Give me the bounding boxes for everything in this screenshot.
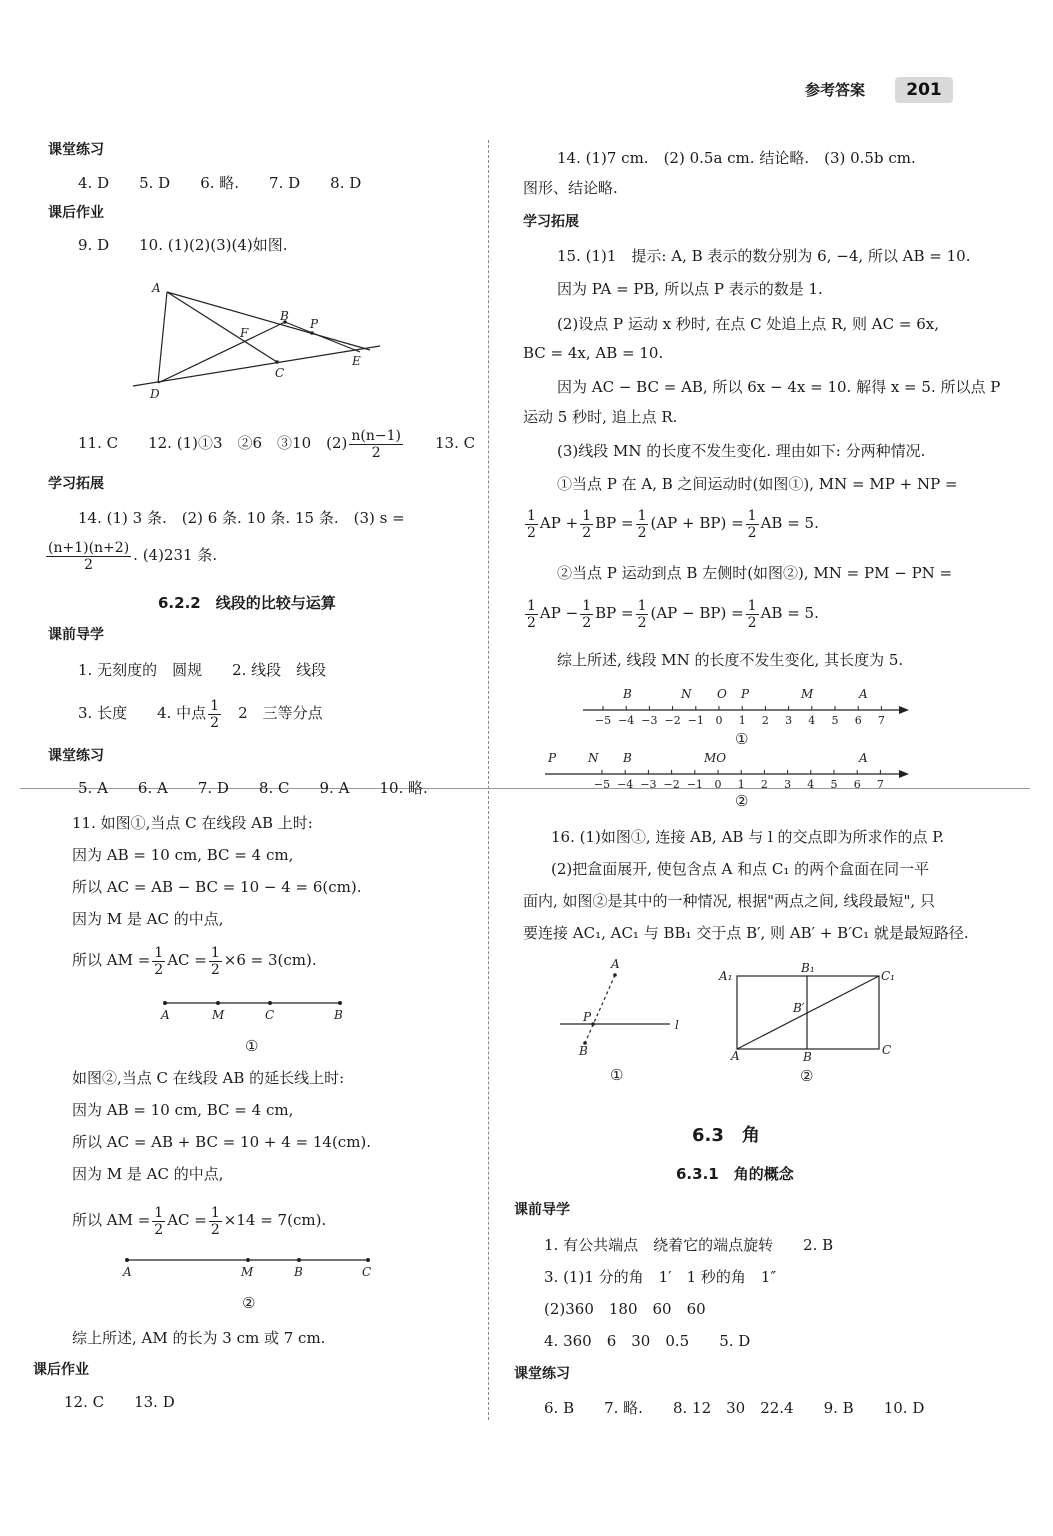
figure-number-line-2 bbox=[545, 752, 915, 810]
number-line-tick-label: 6 bbox=[853, 778, 861, 791]
figure-number-line-1 bbox=[583, 686, 913, 748]
point-label: C₁ bbox=[881, 969, 895, 983]
number-line-tick-label: 4 bbox=[808, 714, 816, 727]
solution-line: 所以 AC = AB + BC = 10 + 4 = 14(cm). bbox=[72, 1133, 372, 1151]
figure-caption: ② bbox=[735, 792, 749, 810]
answer-line: 4. 360 6 30 0.5 5. D bbox=[544, 1332, 751, 1350]
solution-line: 15. (1)1 提示: A, B 表示的数分别为 6, −4, 所以 AB = 10. bbox=[557, 247, 971, 265]
solution-line: BC = 4x, AB = 10. bbox=[523, 344, 664, 362]
heading-extension: 学习拓展 bbox=[48, 476, 104, 492]
number-line-tick-label: −2 bbox=[663, 778, 680, 791]
page-number: 201 bbox=[895, 77, 953, 103]
solution-line: 16. (1)如图①, 连接 AB, AB 与 l 的交点即为所求作的点 P. bbox=[551, 828, 945, 846]
heading-preview: 课前导学 bbox=[48, 627, 104, 643]
solution-line: 要连接 AC₁, AC₁ 与 BB₁ 交于点 B′, 则 AB′ + B′C₁ 就是最短路径. bbox=[523, 924, 969, 942]
solution-line: 因为 AC − BC = AB, 所以 6x − 4x = 10. 解得 x = 5. 所以点 P bbox=[557, 378, 1001, 396]
number-line-tick-label: −1 bbox=[687, 714, 704, 727]
solution-line: 因为 M 是 AC 的中点, bbox=[72, 910, 224, 928]
solution-line: 运动 5 秒时, 追上点 R. bbox=[523, 408, 678, 426]
solution-line: 如图②,当点 C 在线段 AB 的延长线上时: bbox=[72, 1069, 345, 1087]
point-label: A bbox=[123, 1265, 132, 1279]
point-label: N bbox=[588, 751, 599, 765]
number-line-tick-label: 6 bbox=[854, 714, 862, 727]
figure-caption: ① bbox=[245, 1037, 259, 1055]
point-label: A bbox=[731, 1049, 740, 1063]
point-label: O bbox=[717, 687, 727, 701]
answer-line: (2)360 180 60 60 bbox=[544, 1300, 706, 1318]
figure-caption: ① bbox=[735, 730, 749, 748]
solution-line: 因为 AB = 10 cm, BC = 4 cm, bbox=[72, 846, 294, 864]
point-label: MO bbox=[704, 751, 727, 765]
answer-line: 9. D 10. (1)(2)(3)(4)如图. bbox=[78, 236, 288, 254]
point-label: B bbox=[579, 1044, 588, 1058]
point-label: P bbox=[741, 687, 750, 701]
solution-line: 所以 AC = AB − BC = 10 − 4 = 6(cm). bbox=[72, 878, 362, 896]
number-line-tick-label: 3 bbox=[785, 714, 793, 727]
solution-line: ②当点 P 运动到点 B 左侧时(如图②), MN = PM − PN = bbox=[557, 564, 953, 582]
point-label: B′ bbox=[793, 1001, 805, 1015]
answer-line-14-cont: $\frac{(n+1)(n+2)}{2}$ . (4)231 条. bbox=[48, 539, 218, 573]
number-line-tick-label: −5 bbox=[593, 778, 611, 791]
heading-extension: 学习拓展 bbox=[523, 214, 579, 230]
heading-homework: 课后作业 bbox=[33, 1362, 89, 1378]
point-label: B bbox=[803, 1050, 812, 1064]
number-line-tick-label: −3 bbox=[641, 714, 658, 727]
solution-line-fraction: $\frac{1}{2}$ AP + $\frac{1}{2}$ BP = $\frac{1}{2}$ (AP + BP) = $\frac{1}{2}$ AB = 5. bbox=[527, 507, 819, 541]
heading-classroom-practice: 课堂练习 bbox=[48, 142, 104, 158]
answer-line-12: 11. C 12. (1)①3 ②6 ③10 (2) $\frac{n(n-1)}{2}$ 13. C bbox=[78, 427, 476, 461]
number-line-tick-label: 3 bbox=[784, 778, 792, 791]
point-label: M bbox=[801, 687, 814, 701]
point-label: D bbox=[150, 387, 160, 401]
point-label: A bbox=[859, 751, 868, 765]
solution-line: 所以 AM = $\frac{1}{2}$ AC = $\frac{1}{2}$ ×14 = 7(cm). bbox=[72, 1204, 327, 1238]
section-title: 6.3.1 角的概念 bbox=[676, 1165, 794, 1183]
number-line-tick-label: 0 bbox=[715, 714, 723, 727]
answer-line: 6. B 7. 略. 8. 12 30 22.4 9. B 10. D bbox=[544, 1399, 925, 1417]
line-label: l bbox=[675, 1018, 679, 1032]
point-label: E bbox=[352, 354, 361, 368]
figure-segment-2 bbox=[122, 1252, 382, 1312]
solution-line: (3)线段 MN 的长度不发生变化. 理由如下: 分两种情况. bbox=[557, 442, 926, 460]
solution-line: (2)把盒面展开, 使包含点 A 和点 C₁ 的两个盒面在同一平 bbox=[551, 860, 930, 878]
number-line-tick-label: −2 bbox=[664, 714, 681, 727]
number-line-tick-label: 0 bbox=[714, 778, 722, 791]
point-label: P bbox=[548, 751, 557, 765]
solution-line: ①当点 P 在 A, B 之间运动时(如图①), MN = MP + NP = bbox=[557, 475, 958, 493]
point-label: B bbox=[334, 1008, 343, 1022]
number-line-tick-label: −4 bbox=[618, 714, 635, 727]
answer-line: 1. 无刻度的 圆规 2. 线段 线段 bbox=[78, 661, 327, 679]
point-label: A bbox=[152, 281, 161, 295]
answer-line: 1. 有公共端点 绕着它的端点旋转 2. B bbox=[544, 1236, 834, 1254]
answer-line: 14. (1)7 cm. (2) 0.5a cm. 结论略. (3) 0.5b cm. bbox=[557, 149, 916, 167]
point-label: B bbox=[623, 751, 632, 765]
number-line-tick-label: −1 bbox=[686, 778, 703, 791]
solution-line: (2)设点 P 运动 x 秒时, 在点 C 处追上点 R, 则 AC = 6x, bbox=[557, 315, 939, 333]
point-label: C bbox=[275, 366, 285, 380]
point-label: A bbox=[611, 957, 620, 971]
number-line-tick-label: 7 bbox=[877, 714, 885, 727]
heading-classroom-practice: 课堂练习 bbox=[48, 748, 104, 764]
number-line-tick-label: 2 bbox=[761, 714, 769, 727]
solution-line: 因为 M 是 AC 的中点, bbox=[72, 1165, 224, 1183]
answer-line: 3. (1)1 分的角 1′ 1 秒的角 1″ bbox=[544, 1268, 777, 1286]
point-label: A bbox=[161, 1008, 170, 1022]
point-label: P bbox=[583, 1010, 592, 1024]
point-label: M bbox=[212, 1008, 225, 1022]
number-line-tick-label: 1 bbox=[737, 778, 745, 791]
point-label: A₁ bbox=[719, 969, 733, 983]
point-label: F bbox=[240, 326, 249, 340]
solution-line: 面内, 如图②是其中的一种情况, 根据"两点之间, 线段最短", 只 bbox=[523, 892, 935, 910]
point-label: B₁ bbox=[801, 961, 815, 975]
figure-caption: ① bbox=[610, 1066, 624, 1084]
figure-16-1 bbox=[555, 955, 695, 1085]
answer-line: 图形、结论略. bbox=[523, 179, 618, 197]
point-label: P bbox=[310, 317, 319, 331]
answer-line: 14. (1) 3 条. (2) 6 条. 10 条. 15 条. (3) s = bbox=[78, 509, 405, 527]
number-line-tick-label: 7 bbox=[876, 778, 884, 791]
point-label: C bbox=[265, 1008, 275, 1022]
number-line-tick-label: 5 bbox=[831, 714, 839, 727]
figure-triangle bbox=[130, 270, 390, 410]
chapter-title: 6.3 角 bbox=[692, 1125, 760, 1146]
point-label: B bbox=[294, 1265, 303, 1279]
solution-line: 因为 PA = PB, 所以点 P 表示的数是 1. bbox=[557, 280, 823, 298]
point-label: B bbox=[280, 309, 289, 323]
answer-line: 4. D 5. D 6. 略. 7. D 8. D bbox=[78, 174, 362, 192]
number-line-tick-label: 4 bbox=[807, 778, 815, 791]
heading-homework: 课后作业 bbox=[48, 205, 104, 221]
point-label: C bbox=[362, 1265, 372, 1279]
number-line-tick-label: −3 bbox=[640, 778, 657, 791]
column-divider bbox=[488, 140, 489, 1420]
number-line-tick-label: −4 bbox=[617, 778, 634, 791]
figure-caption: ② bbox=[800, 1067, 814, 1085]
point-label: M bbox=[241, 1265, 254, 1279]
figure-segment-1 bbox=[160, 995, 360, 1065]
number-line-tick-label: −5 bbox=[594, 714, 612, 727]
heading-preview: 课前导学 bbox=[514, 1202, 570, 1218]
number-line-tick-label: 5 bbox=[830, 778, 838, 791]
number-line-tick-label: 2 bbox=[760, 778, 768, 791]
solution-line: 11. 如图①,当点 C 在线段 AB 上时: bbox=[72, 814, 313, 832]
answer-line-3-4: 3. 长度 4. 中点 $\frac{1}{2}$ 2 三等分点 bbox=[78, 697, 323, 731]
point-label: A bbox=[859, 687, 868, 701]
header-title: 参考答案 bbox=[805, 81, 866, 99]
answer-line: 5. A 6. A 7. D 8. C 9. A 10. 略. bbox=[78, 779, 428, 797]
solution-line: 综上所述, AM 的长为 3 cm 或 7 cm. bbox=[72, 1329, 326, 1347]
point-label: N bbox=[681, 687, 692, 701]
solution-line: 综上所述, 线段 MN 的长度不发生变化, 其长度为 5. bbox=[557, 651, 904, 669]
figure-caption: ② bbox=[242, 1294, 256, 1312]
solution-line: 因为 AB = 10 cm, BC = 4 cm, bbox=[72, 1101, 294, 1119]
heading-classroom-practice: 课堂练习 bbox=[514, 1366, 570, 1382]
number-line-tick-label: 1 bbox=[738, 714, 746, 727]
answer-line: 12. C 13. D bbox=[64, 1393, 175, 1411]
section-title: 6.2.2 线段的比较与运算 bbox=[158, 594, 336, 612]
point-label: B bbox=[623, 687, 632, 701]
figure-16-2 bbox=[715, 960, 905, 1085]
point-label: C bbox=[882, 1043, 892, 1057]
solution-line: 所以 AM = $\frac{1}{2}$ AC = $\frac{1}{2}$ ×6 = 3(cm). bbox=[72, 944, 317, 978]
solution-line-fraction: $\frac{1}{2}$ AP − $\frac{1}{2}$ BP = $\frac{1}{2}$ (AP − BP) = $\frac{1}{2}$ AB = 5. bbox=[527, 597, 819, 631]
